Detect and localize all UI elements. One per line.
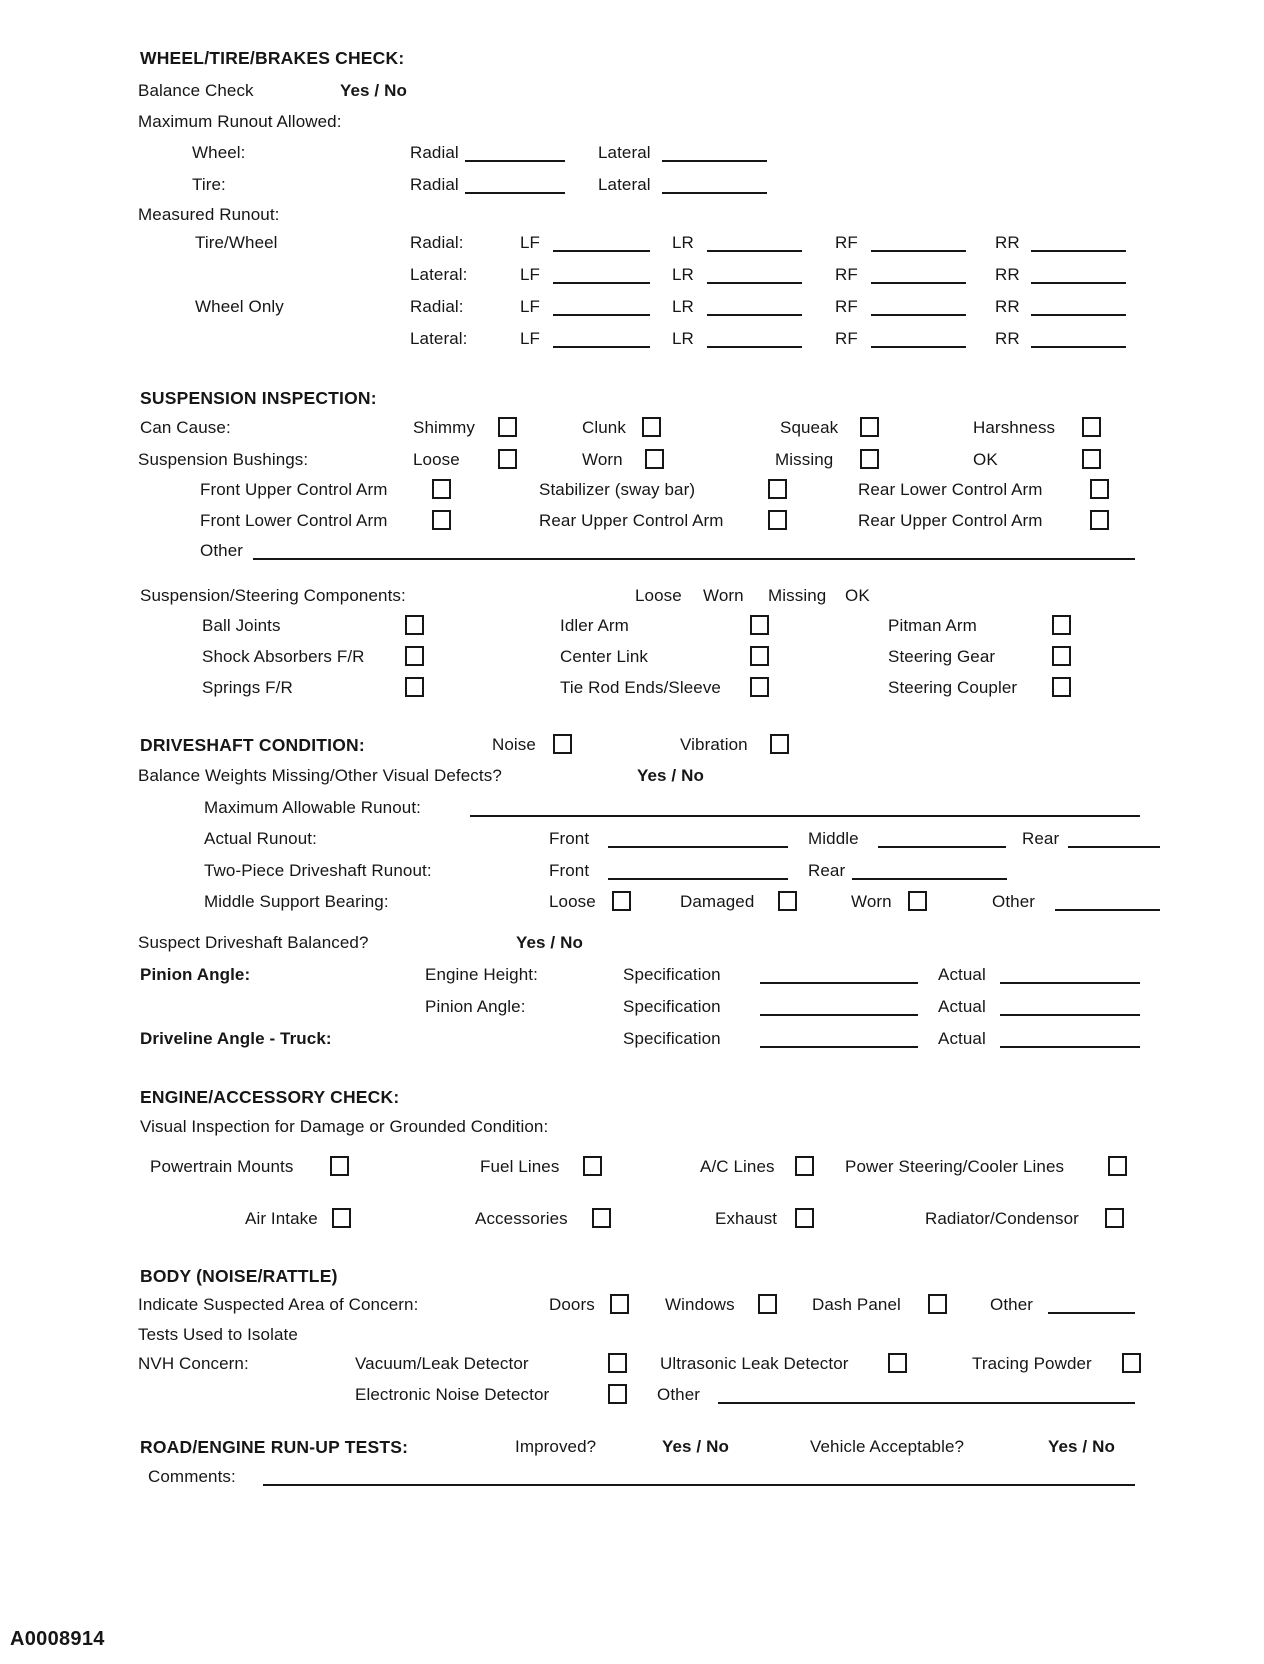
dash-panel-label: Dash Panel (812, 1295, 901, 1314)
checkbox-ac-lines[interactable] (795, 1156, 814, 1176)
line-engine-height-actual[interactable] (1000, 982, 1140, 984)
line-tw-radial-rr[interactable] (1031, 250, 1126, 252)
idler-arm-label: Idler Arm (560, 616, 629, 635)
shock-absorbers-label: Shock Absorbers F/R (202, 647, 365, 666)
line-comments[interactable] (263, 1484, 1135, 1486)
rear-lower-control-arm-label: Rear Lower Control Arm (858, 480, 1043, 499)
checkbox-noise[interactable] (553, 734, 572, 754)
checkbox-rear-upper-control-arm-2[interactable] (1090, 510, 1109, 530)
checkbox-bushings-missing[interactable] (860, 449, 879, 469)
line-wheel-lateral[interactable] (662, 160, 767, 162)
cause-shimmy-label: Shimmy (413, 418, 475, 437)
steering-coupler-label: Steering Coupler (888, 678, 1018, 697)
section-title-road-engine: ROAD/ENGINE RUN-UP TESTS: (140, 1437, 409, 1457)
checkbox-pitman-arm[interactable] (1052, 615, 1071, 635)
checkbox-ball-joints[interactable] (405, 615, 424, 635)
cause-harshness-label: Harshness (973, 418, 1056, 437)
wo-lateral-label: Lateral: (410, 329, 468, 348)
actual-front-label: Front (549, 829, 590, 848)
bushings-worn-label: Worn (582, 450, 623, 469)
line-nvh-other[interactable] (718, 1402, 1135, 1404)
driveshaft-vibration-label: Vibration (680, 735, 748, 754)
nvh-concern-label: NVH Concern: (138, 1354, 249, 1373)
indicate-area-label: Indicate Suspected Area of Concern: (138, 1295, 419, 1314)
windows-label: Windows (665, 1295, 735, 1314)
pinion-angle-label: Pinion Angle: (425, 997, 526, 1016)
pitman-arm-label: Pitman Arm (888, 616, 977, 635)
line-actual-middle[interactable] (878, 846, 1006, 848)
checkbox-center-link[interactable] (750, 646, 769, 666)
engine-height-actual-label: Actual (938, 965, 986, 984)
pinion-angle-title: Pinion Angle: (140, 965, 251, 984)
front-upper-control-arm-label: Front Upper Control Arm (200, 480, 388, 499)
line-pinion-spec[interactable] (760, 1014, 918, 1016)
checkbox-power-steering-lines[interactable] (1108, 1156, 1127, 1176)
steer-col-loose: Loose (635, 586, 682, 605)
line-actual-front[interactable] (608, 846, 788, 848)
actual-middle-label: Middle (808, 829, 859, 848)
springs-label: Springs F/R (202, 678, 293, 697)
balance-weights-question: Balance Weights Missing/Other Visual Defects? (138, 766, 502, 785)
line-bearing-other[interactable] (1055, 909, 1160, 911)
max-runout-allowed-label: Maximum Runout Allowed: (138, 112, 342, 131)
bushings-ok-label: OK (973, 450, 998, 469)
checkbox-electronic-noise-detector[interactable] (608, 1384, 627, 1404)
checkbox-rear-upper-control-arm-1[interactable] (768, 510, 787, 530)
line-wo-radial-rr[interactable] (1031, 314, 1126, 316)
tire-wheel-label: Tire/Wheel (195, 233, 278, 252)
wo-radial-rr: RR (995, 297, 1020, 316)
section-title-wheel-tire-brakes: WHEEL/TIRE/BRAKES CHECK: (140, 48, 405, 68)
bearing-damaged-label: Damaged (680, 892, 755, 911)
suspension-other-label: Other (200, 541, 244, 560)
checkbox-bearing-loose[interactable] (612, 891, 631, 911)
tw-radial-label: Radial: (410, 233, 464, 252)
line-actual-rear[interactable] (1068, 846, 1160, 848)
line-two-piece-rear[interactable] (852, 878, 1007, 880)
middle-support-bearing-label: Middle Support Bearing: (204, 892, 389, 911)
fuel-lines-label: Fuel Lines (480, 1157, 560, 1176)
section-title-engine-accessory: ENGINE/ACCESSORY CHECK: (140, 1087, 400, 1107)
doors-label: Doors (549, 1295, 595, 1314)
wo-lateral-lr: LR (672, 329, 694, 348)
line-wo-lateral-rf[interactable] (871, 346, 966, 348)
line-tw-lateral-lr[interactable] (707, 282, 802, 284)
line-two-piece-front[interactable] (608, 878, 788, 880)
pinion-actual-label: Actual (938, 997, 986, 1016)
wo-radial-label: Radial: (410, 297, 464, 316)
steer-col-ok: OK (845, 586, 870, 605)
checkbox-tie-rod-ends[interactable] (750, 677, 769, 697)
checkbox-harshness[interactable] (1082, 417, 1101, 437)
checkbox-doors[interactable] (610, 1294, 629, 1314)
bushings-loose-label: Loose (413, 450, 460, 469)
section-title-suspension: SUSPENSION INSPECTION: (140, 388, 377, 408)
checkbox-rear-lower-control-arm[interactable] (1090, 479, 1109, 499)
exhaust-label: Exhaust (715, 1209, 778, 1228)
wo-lateral-rr: RR (995, 329, 1020, 348)
checkbox-accessories[interactable] (592, 1208, 611, 1228)
line-tw-radial-lr[interactable] (707, 250, 802, 252)
bushings-label: Suspension Bushings: (138, 450, 309, 469)
checkbox-squeak[interactable] (860, 417, 879, 437)
vacuum-leak-detector-label: Vacuum/Leak Detector (355, 1354, 529, 1373)
section-title-body: BODY (NOISE/RATTLE) (140, 1266, 338, 1286)
front-lower-control-arm-label: Front Lower Control Arm (200, 511, 388, 530)
bushings-missing-label: Missing (775, 450, 834, 469)
tire-radial-label: Radial (410, 175, 459, 194)
accessories-label: Accessories (475, 1209, 568, 1228)
body-other-label: Other (990, 1295, 1034, 1314)
ball-joints-label: Ball Joints (202, 616, 281, 635)
line-tw-lateral-rf[interactable] (871, 282, 966, 284)
line-tw-radial-rf[interactable] (871, 250, 966, 252)
form-code: A0008914 (10, 1628, 105, 1650)
two-piece-runout-label: Two-Piece Driveshaft Runout: (204, 861, 432, 880)
checkbox-shock-absorbers[interactable] (405, 646, 424, 666)
line-wheel-radial[interactable] (465, 160, 565, 162)
vehicle-acceptable-yes-no[interactable]: Yes / No (1048, 1437, 1115, 1456)
tw-lateral-rf: RF (835, 265, 858, 284)
suspect-driveshaft-yes-no[interactable]: Yes / No (516, 933, 583, 952)
checkbox-idler-arm[interactable] (750, 615, 769, 635)
checkbox-vacuum-leak-detector[interactable] (608, 1353, 627, 1373)
can-cause-label: Can Cause: (140, 418, 231, 437)
checkbox-ultrasonic-leak-detector[interactable] (888, 1353, 907, 1373)
tracing-powder-label: Tracing Powder (972, 1354, 1092, 1373)
steer-col-worn: Worn (703, 586, 744, 605)
driveshaft-noise-label: Noise (492, 735, 536, 754)
power-steering-lines-label: Power Steering/Cooler Lines (845, 1157, 1065, 1176)
tests-used-label: Tests Used to Isolate (138, 1325, 298, 1344)
wheel-label: Wheel: (192, 143, 246, 162)
checkbox-stabilizer[interactable] (768, 479, 787, 499)
checkbox-clunk[interactable] (642, 417, 661, 437)
engine-height-label: Engine Height: (425, 965, 538, 984)
line-engine-height-spec[interactable] (760, 982, 918, 984)
tw-radial-rf: RF (835, 233, 858, 252)
tw-lateral-lr: LR (672, 265, 694, 284)
line-tw-lateral-rr[interactable] (1031, 282, 1126, 284)
cause-squeak-label: Squeak (780, 418, 839, 437)
steering-components-label: Suspension/Steering Components: (140, 586, 406, 605)
two-piece-rear-label: Rear (808, 861, 846, 880)
line-tire-lateral[interactable] (662, 192, 767, 194)
comments-label: Comments: (148, 1467, 236, 1486)
measured-runout-label: Measured Runout: (138, 205, 280, 224)
checkbox-bushings-loose[interactable] (498, 449, 517, 469)
bearing-other-label: Other (992, 892, 1036, 911)
engine-height-spec-label: Specification (623, 965, 721, 984)
wo-lateral-lf: LF (520, 329, 541, 348)
center-link-label: Center Link (560, 647, 649, 666)
actual-runout-label: Actual Runout: (204, 829, 317, 848)
steer-col-missing: Missing (768, 586, 827, 605)
checkbox-powertrain-mounts[interactable] (330, 1156, 349, 1176)
line-tw-radial-lf[interactable] (553, 250, 650, 252)
ultrasonic-leak-detector-label: Ultrasonic Leak Detector (660, 1354, 849, 1373)
driveline-spec-label: Specification (623, 1029, 721, 1048)
tie-rod-ends-label: Tie Rod Ends/Sleeve (560, 678, 721, 697)
checkbox-bearing-worn[interactable] (908, 891, 927, 911)
cause-clunk-label: Clunk (582, 418, 626, 437)
balance-check-yes-no[interactable]: Yes / No (340, 81, 407, 100)
balance-weights-yes-no[interactable]: Yes / No (637, 766, 704, 785)
actual-rear-label: Rear (1022, 829, 1060, 848)
section-title-driveshaft: DRIVESHAFT CONDITION: (140, 735, 365, 755)
checkbox-radiator-condensor[interactable] (1105, 1208, 1124, 1228)
checkbox-steering-gear[interactable] (1052, 646, 1071, 666)
checkbox-shimmy[interactable] (498, 417, 517, 437)
checkbox-steering-coupler[interactable] (1052, 677, 1071, 697)
tw-radial-lf: LF (520, 233, 541, 252)
driveline-actual-label: Actual (938, 1029, 986, 1048)
ac-lines-label: A/C Lines (700, 1157, 775, 1176)
checkbox-bushings-worn[interactable] (645, 449, 664, 469)
checkbox-bushings-ok[interactable] (1082, 449, 1101, 469)
tire-lateral-label: Lateral (598, 175, 651, 194)
checkbox-bearing-damaged[interactable] (778, 891, 797, 911)
tw-radial-rr: RR (995, 233, 1020, 252)
checkbox-fuel-lines[interactable] (583, 1156, 602, 1176)
wo-radial-rf: RF (835, 297, 858, 316)
tw-lateral-lf: LF (520, 265, 541, 284)
checkbox-exhaust[interactable] (795, 1208, 814, 1228)
tw-lateral-rr: RR (995, 265, 1020, 284)
line-body-other[interactable] (1048, 1312, 1135, 1314)
stabilizer-label: Stabilizer (sway bar) (539, 480, 696, 499)
suspect-driveshaft-question: Suspect Driveshaft Balanced? (138, 933, 369, 952)
checkbox-front-lower-control-arm[interactable] (432, 510, 451, 530)
tw-lateral-label: Lateral: (410, 265, 468, 284)
line-tw-lateral-lf[interactable] (553, 282, 650, 284)
wheel-lateral-label: Lateral (598, 143, 651, 162)
max-allowable-runout-label: Maximum Allowable Runout: (204, 798, 421, 817)
checkbox-vibration[interactable] (770, 734, 789, 754)
checkbox-springs[interactable] (405, 677, 424, 697)
electronic-noise-detector-label: Electronic Noise Detector (355, 1385, 550, 1404)
wo-radial-lf: LF (520, 297, 541, 316)
tw-radial-lr: LR (672, 233, 694, 252)
wheel-only-label: Wheel Only (195, 297, 284, 316)
radiator-condensor-label: Radiator/Condensor (925, 1209, 1079, 1228)
bearing-worn-label: Worn (851, 892, 892, 911)
air-intake-label: Air Intake (245, 1209, 318, 1228)
line-wo-lateral-rr[interactable] (1031, 346, 1126, 348)
wo-lateral-rf: RF (835, 329, 858, 348)
checkbox-front-upper-control-arm[interactable] (432, 479, 451, 499)
improved-label: Improved? (515, 1437, 597, 1456)
rear-upper-control-arm-label-1: Rear Upper Control Arm (539, 511, 724, 530)
line-driveline-actual[interactable] (1000, 1046, 1140, 1048)
rear-upper-control-arm-label-2: Rear Upper Control Arm (858, 511, 1043, 530)
two-piece-front-label: Front (549, 861, 590, 880)
line-wo-radial-rf[interactable] (871, 314, 966, 316)
visual-inspection-label: Visual Inspection for Damage or Grounded Condition: (140, 1117, 549, 1136)
balance-check-label: Balance Check (138, 81, 254, 100)
line-driveline-spec[interactable] (760, 1046, 918, 1048)
line-pinion-actual[interactable] (1000, 1014, 1140, 1016)
line-wo-lateral-lr[interactable] (707, 346, 802, 348)
line-max-allowable-runout[interactable] (470, 815, 1140, 817)
steering-gear-label: Steering Gear (888, 647, 996, 666)
bearing-loose-label: Loose (549, 892, 596, 911)
line-wo-radial-lf[interactable] (553, 314, 650, 316)
checkbox-windows[interactable] (758, 1294, 777, 1314)
nvh-other-label: Other (657, 1385, 701, 1404)
line-tire-radial[interactable] (465, 192, 565, 194)
tire-label: Tire: (192, 175, 226, 194)
line-suspension-other[interactable] (253, 558, 1135, 560)
driveline-angle-title: Driveline Angle - Truck: (140, 1029, 332, 1048)
wheel-radial-label: Radial (410, 143, 459, 162)
wo-radial-lr: LR (672, 297, 694, 316)
checkbox-air-intake[interactable] (332, 1208, 351, 1228)
checkbox-dash-panel[interactable] (928, 1294, 947, 1314)
line-wo-radial-lr[interactable] (707, 314, 802, 316)
pinion-spec-label: Specification (623, 997, 721, 1016)
line-wo-lateral-lf[interactable] (553, 346, 650, 348)
powertrain-mounts-label: Powertrain Mounts (150, 1157, 294, 1176)
vehicle-acceptable-label: Vehicle Acceptable? (810, 1437, 965, 1456)
checkbox-tracing-powder[interactable] (1122, 1353, 1141, 1373)
improved-yes-no[interactable]: Yes / No (662, 1437, 729, 1456)
